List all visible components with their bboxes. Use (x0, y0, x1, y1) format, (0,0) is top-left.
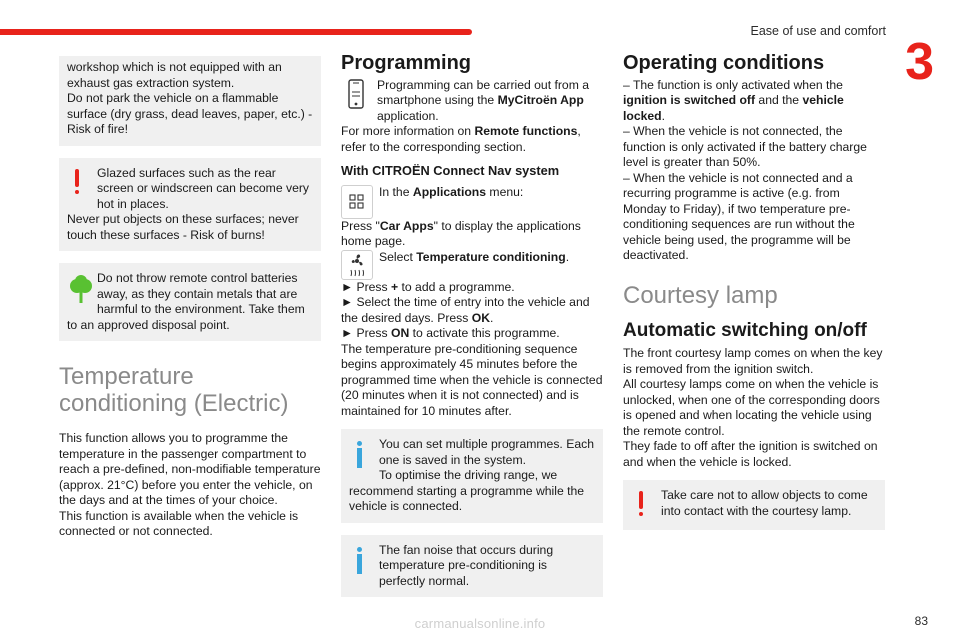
warning-box-hot-glass (59, 158, 321, 252)
heading-connect-nav: With CITROËN Connect Nav system (341, 163, 560, 178)
watermark: carmanualsonline.info (414, 616, 546, 631)
paragraph: Select Temperature conditioning. (379, 249, 570, 264)
paragraph: This function allows you to programme the temperature in the passenger compartment to reach a pre-defined, non-modifiable temperature (approx. 21°C) before you enter the vehicle, on the days and at the times of your choice. (59, 431, 321, 507)
paragraph: Programming can be carried out from a smartphone using the MyCitroën App application. (377, 77, 590, 123)
chapter-number: 3 (905, 33, 934, 91)
step: ► Press + to add a programme. (341, 279, 515, 294)
paragraph: Never put objects on these surfaces; never touch these surfaces - Risk of burns! (67, 212, 299, 242)
select-step (341, 250, 603, 280)
fan-temperature-icon (341, 250, 373, 280)
paragraph: – When the vehicle is not connected, the function is only activated if the battery charge level is greater than 50%. (623, 124, 867, 169)
paragraph: All courtesy lamps come on when the vehicle is unlocked, when one of the corresponding doors is opened and when locating the vehicle using the remote control. (623, 377, 880, 438)
column-middle (341, 52, 603, 609)
info-icon (349, 543, 375, 577)
applications-step (341, 185, 603, 219)
warning-icon (631, 488, 657, 522)
paragraph: You can set multiple programmes. Each one is saved in the system. (379, 437, 594, 467)
paragraph: They fade to off after the ignition is switched on and when the vehicle is locked. (623, 439, 878, 469)
paragraph: To optimise the driving range, we recommend starting a programme while the vehicle is connected. (349, 468, 585, 513)
paragraph: Do not park the vehicle on a flammable surface (dry grass, dead leaves, paper, etc.) - Risk of fire! (67, 91, 313, 136)
paragraph: – When the vehicle is not connected and a recurring programme is active (e.g. from Monday to Friday), if two temperature pre-conditioning sequences are run without the vehicle being used, the programme will be deactivated. (623, 170, 855, 262)
applications-grid-icon (341, 185, 373, 219)
paragraph: The temperature pre-conditioning sequence begins approximately 45 minutes before the programmed time when the vehicle is connected (20 minutes when it is not connected) and is maintained for 10 minutes after. (341, 341, 603, 418)
section-title-temperature-conditioning: Temperature conditioning (Electric) (59, 363, 289, 417)
warning-box-exhaust (59, 56, 321, 146)
paragraph: Take care not to allow objects to come into contact with the courtesy lamp. (661, 488, 868, 518)
running-header: Ease of use and comfort (750, 24, 886, 38)
warning-box-courtesy-lamp (623, 480, 885, 530)
paragraph: The fan noise that occurs during temperature pre-conditioning is perfectly normal. (379, 542, 554, 588)
smartphone-icon (341, 78, 371, 112)
column-right (623, 52, 885, 542)
paragraph: In the Applications menu: (379, 184, 524, 199)
chapter-color-bar (0, 29, 472, 35)
info-icon (349, 437, 375, 471)
page-number: 83 (914, 614, 928, 628)
step: ► Press ON to activate this programme. (341, 326, 560, 340)
eco-box-batteries (59, 263, 321, 341)
heading-operating-conditions: Operating conditions (623, 52, 825, 74)
section-title-courtesy-lamp: Courtesy lamp (623, 281, 778, 309)
paragraph: The front courtesy lamp comes on when the key is removed from the ignition switch. (623, 346, 883, 376)
info-box-programmes (341, 429, 603, 523)
step: ► Select the time of entry into the vehicle and the desired days. Press OK. (341, 295, 590, 325)
paragraph: workshop which is not equipped with an exhaust gas extraction system. (67, 60, 282, 90)
eco-tree-icon (67, 271, 93, 305)
paragraph: – The function is only activated when the ignition is switched off and the vehicle locked. (623, 77, 844, 123)
warning-icon (67, 166, 93, 200)
paragraph: Glazed surfaces such as the rear screen or windscreen can become very hot in places. (97, 165, 310, 211)
paragraph: For more information on Remote functions, refer to the corresponding section. (341, 124, 581, 154)
paragraph: Press "Car Apps" to display the applications home page. (341, 218, 581, 248)
heading-programming: Programming (341, 52, 472, 74)
heading-automatic-switching: Automatic switching on/off (623, 319, 867, 341)
info-box-fan-noise (341, 535, 603, 598)
paragraph: Do not throw remote control batteries away, as they contain metals that are harmful to the environment. Take them to an approved disposal point. (67, 271, 305, 332)
programming-intro (341, 78, 603, 156)
paragraph: This function is available when the vehicle is connected or not connected. (59, 508, 299, 538)
column-left (59, 56, 321, 540)
